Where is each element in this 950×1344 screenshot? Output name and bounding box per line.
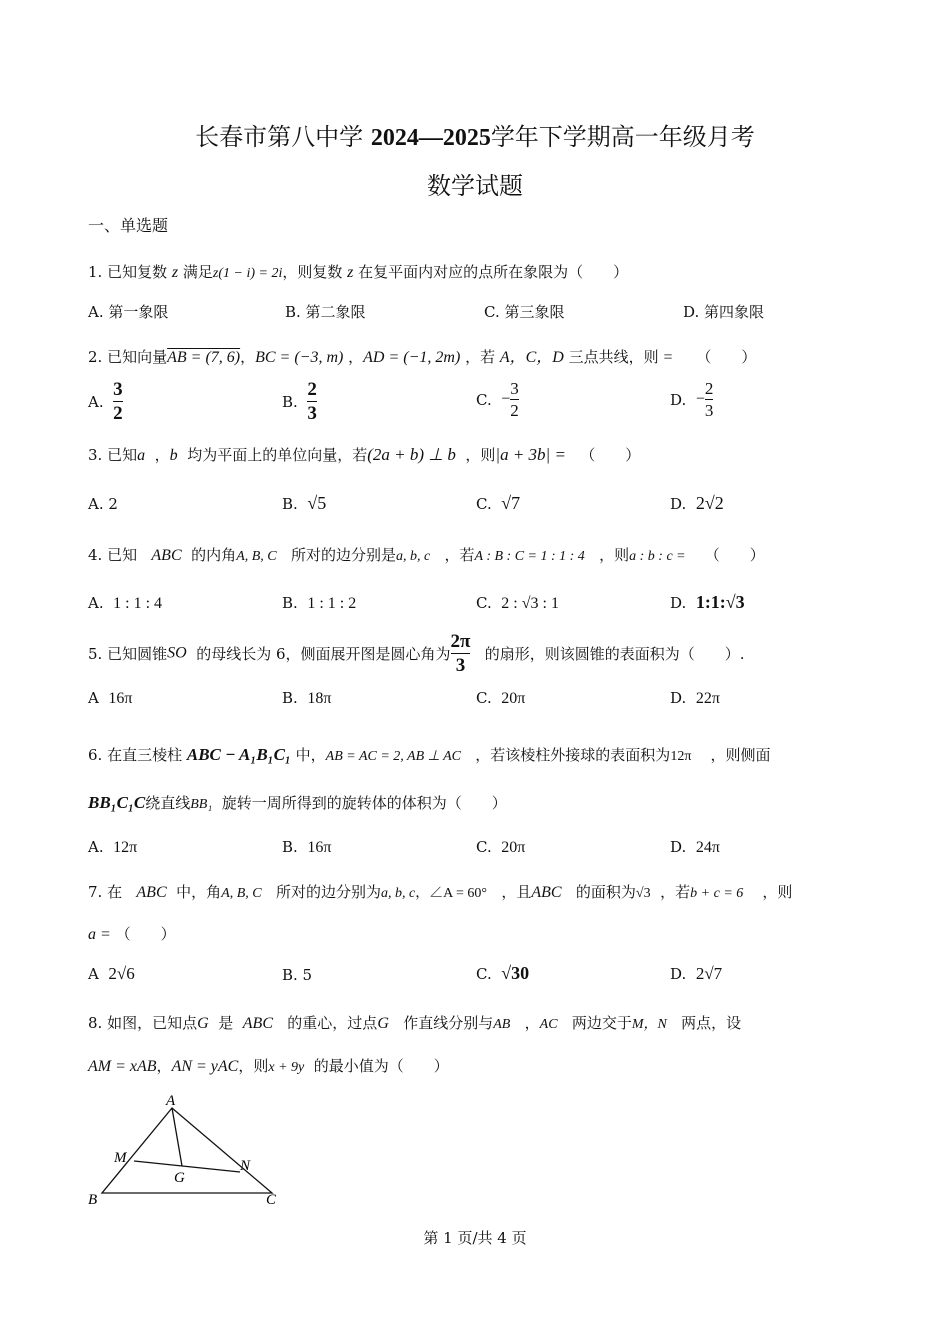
q5-option-d: D. 22π	[670, 689, 720, 707]
page-footer: 第 1 页/共 4 页	[423, 1229, 527, 1247]
q2-option-a: A. $\frac{3}{2}$	[88, 379, 123, 424]
q1-option-a: A. 第一象限	[88, 303, 169, 321]
label-g: G	[174, 1170, 185, 1186]
q2-option-d: D. − $\frac{2}{3}$	[670, 379, 714, 420]
q2-option-b: B. $\frac{2}{3}$	[282, 379, 317, 424]
section-heading: 一、单选题	[88, 216, 169, 235]
q5-option-b: B. 18π	[282, 689, 332, 707]
triangle-figure	[80, 1090, 290, 1215]
triangle-abc	[102, 1108, 272, 1193]
label-n: N	[240, 1158, 251, 1174]
label-a: A	[166, 1093, 176, 1109]
q7-option-a: A 2√6	[88, 964, 135, 983]
line-mn	[134, 1161, 240, 1172]
q5-option-a: A 16π	[88, 689, 133, 707]
q7-option-c: C. √30	[476, 963, 530, 983]
q1-option-b: B. 第二象限	[285, 303, 366, 321]
question-8: 8. 如图，已知点G 是 ABC 的重心，过点G 作直线分别与AB ，AC 两边交于M，N 两点，设	[88, 1014, 742, 1032]
question-2: 2. 已知向量AB = (7, 6)，BC = (−3, m) ，AD = (−1, 2m) ，若 A，C，D 三点共线，则 = （ ）	[88, 348, 757, 366]
label-c: C	[266, 1192, 277, 1208]
question-7-line-2: a = （ ）	[88, 925, 176, 943]
question-4: 4. 已知 ABC 的内角A, B, C 所对的边分别是a, b, c ，若A : B : C = 1 : 1 : 4 ，则a : b : c = （ ）	[88, 546, 765, 564]
q3-option-b: B. √5	[282, 493, 327, 513]
q3-option-a: A. 2	[88, 495, 118, 513]
question-3: 3. 已知a ，b 均为平面上的单位向量，若(2a + b) ⊥ b ，则|a + 3b| = （ ）	[88, 445, 641, 464]
question-6-line-2: BB₁C₁C绕直线BB₁ 旋转一周所得到的旋转体的体积为（ ）	[88, 793, 507, 812]
q4-option-b: B. 1 : 1 : 2	[282, 594, 357, 612]
exam-subtitle: 数学试题	[427, 172, 523, 200]
q4-option-c: C. 2 : √3 : 1	[476, 594, 559, 612]
label-m: M	[114, 1150, 127, 1166]
q4-option-d: D. 1:1:√3	[670, 592, 745, 612]
question-5: 5. 已知圆锥SO 的母线长为 6，侧面展开图是圆心角为 $\frac{2\pi}{3}$ 的扇形，则该圆锥的表面积为（ ）.	[88, 631, 745, 676]
question-7: 7. 在 ABC 中，角A, B, C 所对的边分别为a, b, c，∠A = 60° ，且ABC 的面积为√3 ，若b + c = 6 ，则	[88, 883, 793, 901]
q3-option-c: C. √7	[476, 493, 521, 513]
q1-option-c: C. 第三象限	[484, 303, 565, 321]
q6-option-b: B. 16π	[282, 838, 332, 856]
label-b: B	[88, 1192, 98, 1208]
q5-option-c: C. 20π	[476, 689, 526, 707]
median-ag	[172, 1108, 182, 1166]
q6-option-d: D. 24π	[670, 838, 720, 856]
question-1: 1. 已知复数 z 满足z(1 − i) = 2i，则复数 z 在复平面内对应的点所在象限为（ ）	[88, 263, 629, 281]
question-8-line-2: AM = xAB，AN = yAC，则x + 9y 的最小值为（ ）	[88, 1057, 449, 1075]
q7-option-d: D. 2√7	[670, 964, 723, 983]
q2-option-c: C. − $\frac{3}{2}$	[476, 379, 519, 420]
q4-option-a: A. 1 : 1 : 4	[88, 594, 163, 612]
q3-option-d: D. 2√2	[670, 493, 724, 513]
q1-option-d: D. 第四象限	[683, 303, 765, 321]
question-6: 6. 在直三棱柱 ABC − A₁B₁C₁ 中，AB = AC = 2, AB ⊥ AC ，若该棱柱外接球的表面积为12π ，则侧面	[88, 745, 771, 764]
q6-option-c: C. 20π	[476, 838, 526, 856]
q7-option-b: B. 5	[282, 966, 313, 984]
exam-title: 长春市第八中学 2024—2025学年下学期高一年级月考	[195, 123, 755, 151]
q6-option-a: A. 12π	[88, 838, 138, 856]
